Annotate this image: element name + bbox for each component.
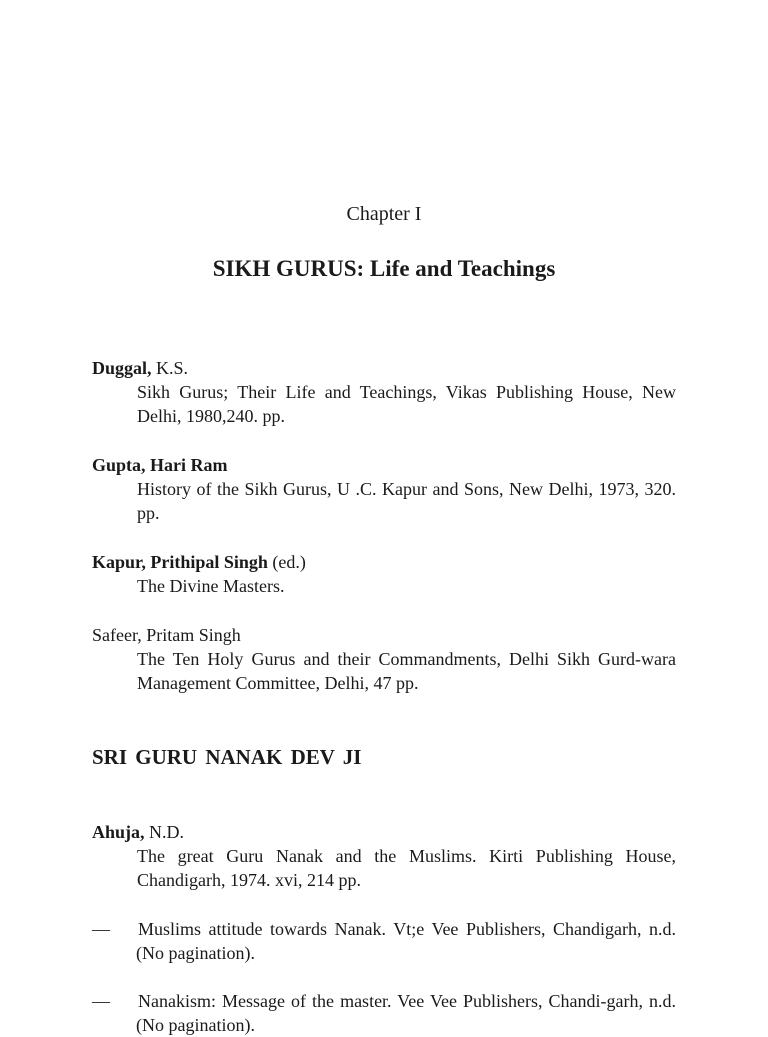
entry-author	[92, 550, 676, 574]
author-name-rest: N.D.	[144, 822, 185, 842]
author-name-bold: Ahuja,	[92, 822, 145, 842]
author-name-rest: K.S.	[151, 358, 189, 378]
author-name-bold: Gupta, Hari Ram	[92, 455, 228, 475]
author-name-rest: Safeer, Pritam Singh	[92, 625, 241, 645]
bibliography-dash-entry	[92, 989, 676, 1037]
entry-text: The Divine Masters.	[137, 576, 285, 596]
entry-text: History of the Sikh Gurus, U .C. Kapur and Sons, New Delhi, 1973, 320. pp.	[137, 479, 676, 523]
bibliography-dash-entry	[92, 917, 676, 965]
bibliography-entry	[92, 453, 676, 525]
entry-author	[92, 623, 676, 647]
chapter-label: Chapter I	[346, 203, 422, 225]
bibliography-entry	[92, 623, 676, 695]
author-name-bold: Duggal,	[92, 358, 152, 378]
bibliography-entry	[92, 820, 676, 892]
ditto-dash: —	[92, 991, 110, 1011]
entry-text: The great Guru Nanak and the Muslims. Kirti Publishing House, Chandigarh, 1974. xvi, 214 pp.	[137, 846, 676, 890]
entry-text: Sikh Gurus; Their Life and Teachings, Vikas Publishing House, New Delhi, 1980,240. pp.	[137, 382, 676, 426]
bibliography-entry	[92, 550, 676, 598]
entry-author	[92, 820, 676, 844]
chapter-title: SIKH GURUS: Life and Teachings	[212, 256, 556, 281]
entry-text: Nanakism: Message of the master. Vee Vee Publishers, Chandi-garh, n.d. (No pagination).	[136, 991, 676, 1035]
author-name-bold: Kapur, Prithipal Singh	[92, 552, 268, 572]
author-name-rest: (ed.)	[267, 552, 306, 572]
entry-text: Muslims attitude towards Nanak. Vt;e Vee Publishers, Chandigarh, n.d. (No pagination).	[136, 919, 676, 963]
entry-text: The Ten Holy Gurus and their Commandments, Delhi Sikh Gurd-wara Management Committee, Delhi, 47 pp.	[137, 649, 676, 693]
entry-author	[92, 356, 676, 380]
bibliography-entry	[92, 356, 676, 428]
entry-author	[92, 453, 676, 477]
ditto-dash: —	[92, 919, 110, 939]
section-heading: SRI GURU NANAK DEV JI	[92, 745, 362, 769]
